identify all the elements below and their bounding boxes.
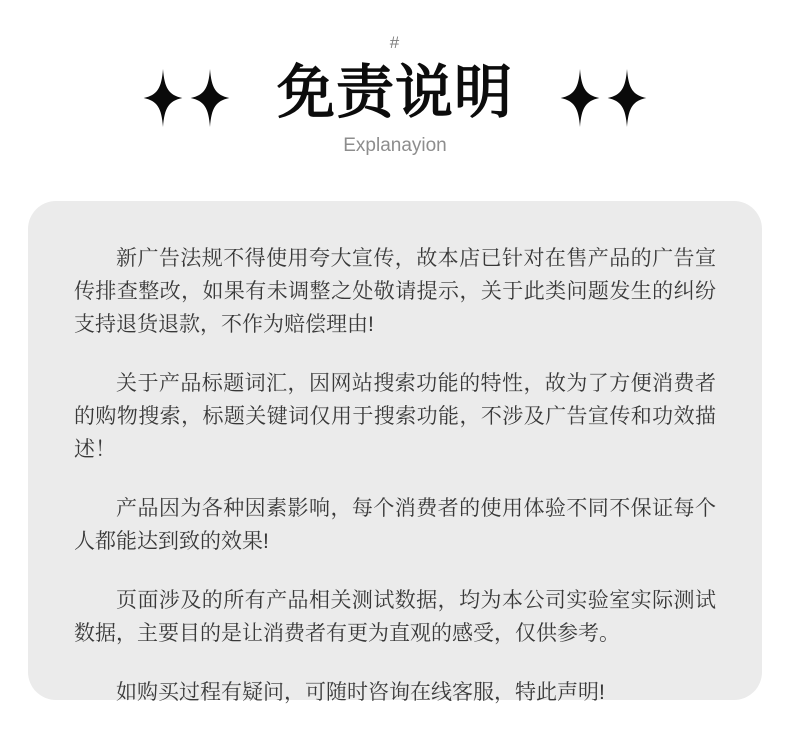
disclaimer-paragraph-contact: 如购买过程有疑问，可随时咨询在线客服，特此声明!: [116, 681, 605, 704]
sparkle-icon: [560, 69, 600, 127]
right-sparkle-group: [560, 69, 647, 127]
page-title: 免责说明: [276, 59, 513, 125]
disclaimer-paragraph-title-keywords: 关于产品标题词汇，因网站搜索功能的特性，故为了方便消费者的购物搜索，标题关键词仅用于搜索功能，不涉及广告宣传和功效描述！: [74, 372, 716, 461]
disclaimer-card: [28, 201, 762, 704]
sparkle-icon: [190, 69, 230, 127]
hash-symbol: #: [389, 33, 401, 52]
sparkle-icon: [607, 69, 647, 127]
disclaimer-paragraph-ads: 新广告法规不得使用夸大宣传，故本店已针对在售产品的广告宣传排查整改，如果有未调整之处敬请提示，关于此类问题发生的纠纷支持退货退款，不作为赔偿理由!: [74, 247, 716, 336]
page-subtitle: Explanayion: [343, 135, 447, 156]
sparkle-icon: [143, 69, 183, 127]
left-sparkle-group: [143, 69, 230, 127]
disclaimer-paragraph-test-data: 页面涉及的所有产品相关测试数据，均为本公司实验室实际测试数据，主要目的是让消费者有更为直观的感受，仅供参考。: [74, 589, 716, 645]
disclaimer-paragraph-experience: 产品因为各种因素影响，每个消费者的使用体验不同不保证每个人都能达到致的效果!: [74, 497, 716, 553]
title-row: [0, 59, 790, 127]
